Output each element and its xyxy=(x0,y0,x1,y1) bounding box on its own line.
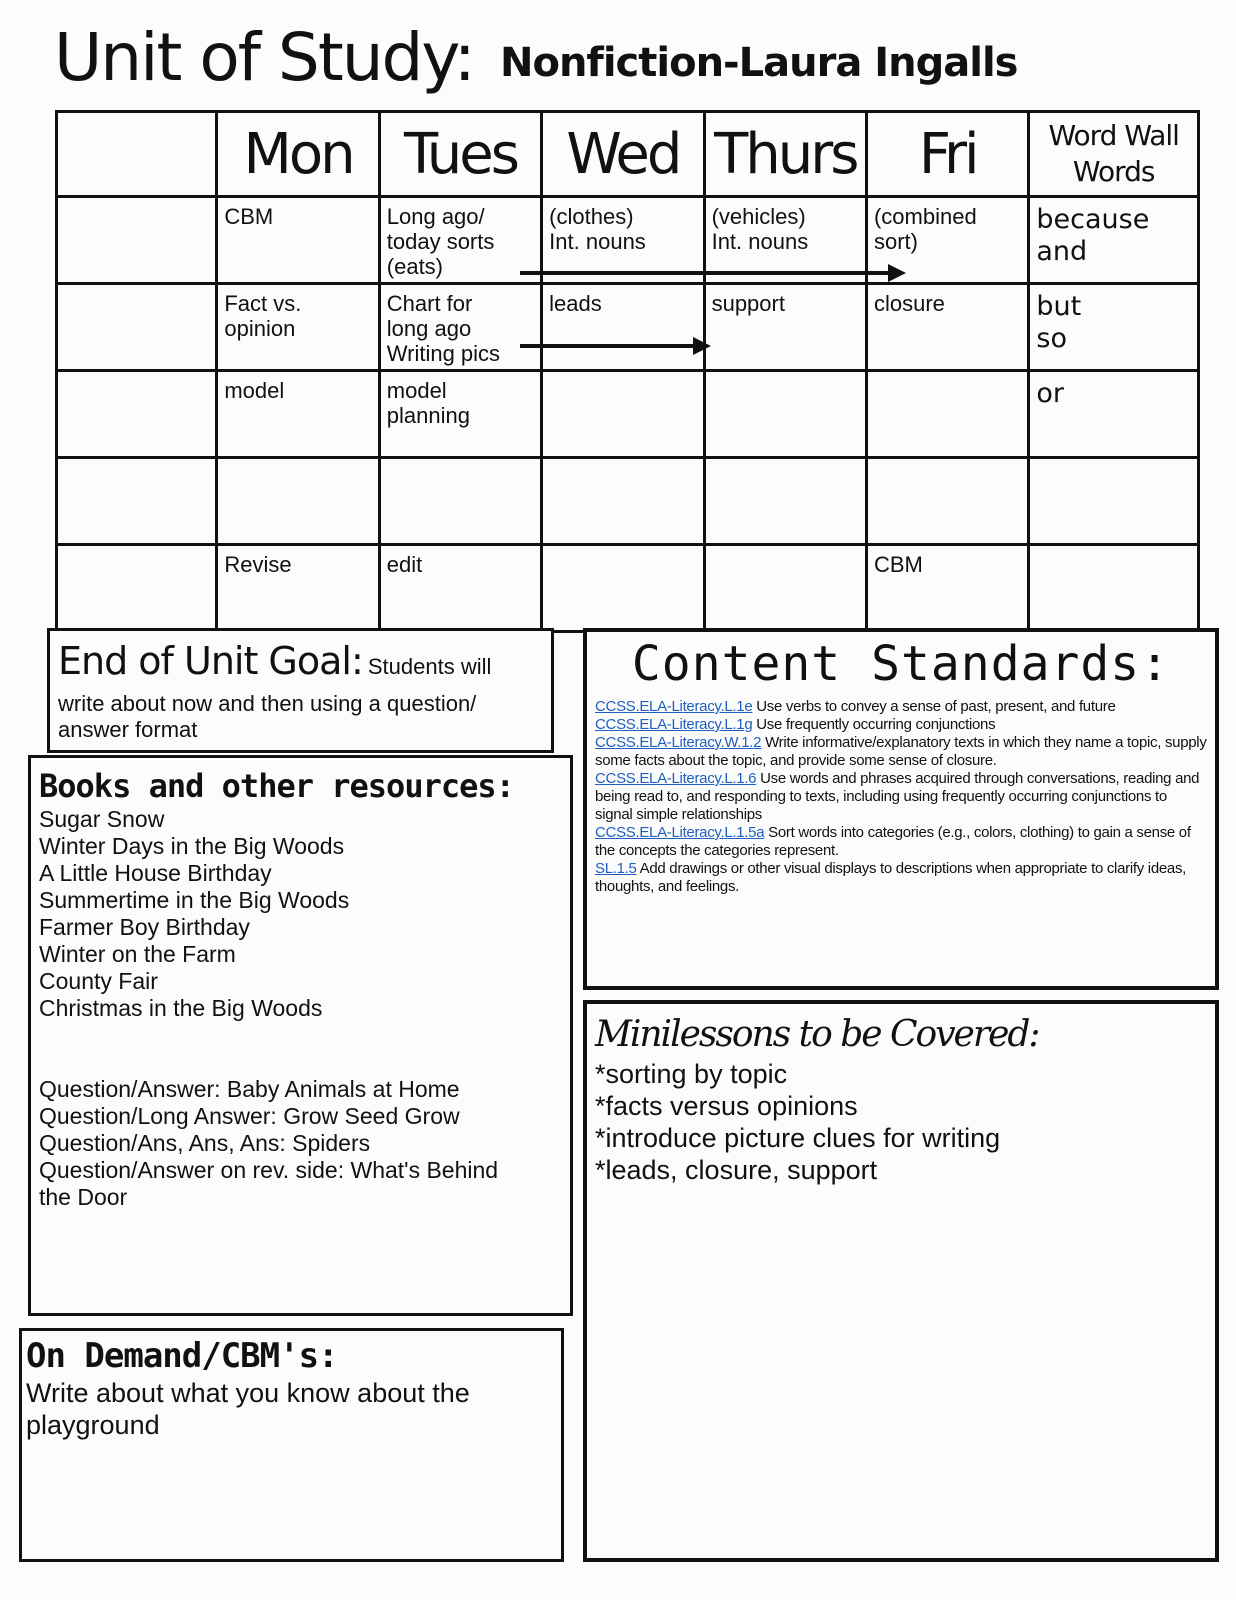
resources-box xyxy=(28,755,573,1316)
day-header-fri: Fri xyxy=(866,112,1028,197)
table-cell: model xyxy=(224,378,285,403)
standard-item: CCSS.ELA-Literacy.L.1.6 Use words and phrases acquired through conversations, reading and being read to, and responding to texts, including using frequently occurring conjunctions to signal simple relationships xyxy=(595,770,1200,823)
standard-item: CCSS.ELA-Literacy.L.1e Use verbs to convey a sense of past, present, and future xyxy=(595,698,1116,715)
on-demand-box xyxy=(19,1328,564,1562)
arrow-icon xyxy=(520,264,906,282)
day-header-tues: Tues xyxy=(379,112,541,197)
table-cell: Fact vs. opinion xyxy=(224,291,302,341)
list-item: Question/Answer on rev. side: What's Behind xyxy=(39,1157,499,1183)
unit-subtitle: Nonfiction-Laura Ingalls xyxy=(500,40,1018,86)
list-item: Question/Ans, Ans, Ans: Spiders xyxy=(39,1130,371,1156)
end-goal-text: write about now and then using a question/ answer format xyxy=(58,691,477,742)
list-item: the Door xyxy=(39,1184,128,1210)
list-item: Sugar Snow xyxy=(39,806,165,832)
list-item: *introduce picture clues for writing xyxy=(595,1123,1001,1153)
standard-link[interactable]: CCSS.ELA-Literacy.L.1g xyxy=(595,716,753,733)
standard-link[interactable]: CCSS.ELA-Literacy.L.1e xyxy=(595,698,753,715)
day-header-thurs: Thurs xyxy=(704,112,866,197)
day-header-wed: Wed xyxy=(542,112,704,197)
table-cell: (combined sort) xyxy=(873,204,977,254)
list-item: *leads, closure, support xyxy=(595,1155,878,1185)
standard-link[interactable]: SL.1.5 xyxy=(595,860,637,877)
standard-link[interactable]: CCSS.ELA-Literacy.L.1.6 xyxy=(595,770,757,787)
standard-item: CCSS.ELA-Literacy.L.1g Use frequently occurring conjunctions xyxy=(595,716,996,733)
on-demand-text: Write about what you know about the playground xyxy=(26,1378,470,1440)
day-header-mon: Mon xyxy=(217,112,379,197)
standard-item: CCSS.ELA-Literacy.W.1.2 Write informative/explanatory texts in which they name a topic, supply some facts about the topic, and provide some sense of closure. xyxy=(595,734,1207,769)
question-answer-list xyxy=(39,1076,562,1211)
word-wall-cell: or xyxy=(1036,378,1065,409)
list-item: *sorting by topic xyxy=(595,1059,788,1089)
word-wall-cell: but so xyxy=(1036,291,1082,354)
minilessons-box xyxy=(583,1000,1219,1562)
standard-link[interactable]: CCSS.ELA-Literacy.W.1.2 xyxy=(595,734,762,751)
minilessons-list xyxy=(595,1058,1207,1186)
list-item: Winter on the Farm xyxy=(39,941,236,967)
table-cell: CBM xyxy=(224,204,274,229)
word-wall-cell: because and xyxy=(1036,204,1150,267)
standard-link[interactable]: CCSS.ELA-Literacy.L.1.5a xyxy=(595,824,765,841)
book-list xyxy=(39,806,562,1022)
list-item: Question/Answer: Baby Animals at Home xyxy=(39,1076,460,1102)
list-item: Question/Long Answer: Grow Seed Grow xyxy=(39,1103,460,1129)
table-cell: Long ago/ today sorts (eats) xyxy=(386,204,495,279)
table-cell: closure xyxy=(873,291,945,316)
table-cell: edit xyxy=(386,552,423,577)
page-title: Unit of Study: xyxy=(54,19,474,96)
table-cell: leads xyxy=(549,291,602,316)
arrow-icon xyxy=(520,337,711,355)
list-item: Christmas in the Big Woods xyxy=(39,995,323,1021)
on-demand-heading: On Demand/CBM's: xyxy=(26,1336,338,1376)
end-goal-heading: End of Unit Goal: xyxy=(58,639,363,683)
list-item: *facts versus opinions xyxy=(595,1091,858,1121)
continuation-arrows xyxy=(0,0,1236,640)
standard-item: SL.1.5 Add drawings or other visual displays to descriptions when appropriate to clarify ideas, thoughts, and feelings. xyxy=(595,860,1187,895)
table-cell: CBM xyxy=(873,552,923,577)
table-cell: model planning xyxy=(386,378,470,428)
standards-list xyxy=(595,698,1207,896)
content-standards-heading: Content Standards: xyxy=(631,636,1171,692)
list-item: Summertime in the Big Woods xyxy=(39,887,350,913)
resources-heading: Books and other resources: xyxy=(39,767,514,805)
table-cell: (clothes) Int. nouns xyxy=(549,204,646,254)
word-wall-header: Word Wall Words xyxy=(1029,112,1199,197)
table-cell: Revise xyxy=(224,552,292,577)
table-cell: support xyxy=(711,291,785,316)
end-of-unit-goal-box xyxy=(47,628,554,753)
standard-item: CCSS.ELA-Literacy.L.1.5a Sort words into categories (e.g., colors, clothing) to gain a sense of the concepts the categories represent. xyxy=(595,824,1191,859)
table-cell: (vehicles) Int. nouns xyxy=(711,204,809,254)
list-item: Winter Days in the Big Woods xyxy=(39,833,345,859)
end-goal-lead: Students will xyxy=(367,654,492,679)
table-cell: Chart for long ago Writing pics xyxy=(386,291,501,366)
minilessons-heading: Minilessons to be Covered: xyxy=(595,1014,1039,1055)
list-item: Farmer Boy Birthday xyxy=(39,914,250,940)
list-item: County Fair xyxy=(39,968,158,994)
list-item: A Little House Birthday xyxy=(39,860,272,886)
content-standards-box xyxy=(583,628,1219,990)
